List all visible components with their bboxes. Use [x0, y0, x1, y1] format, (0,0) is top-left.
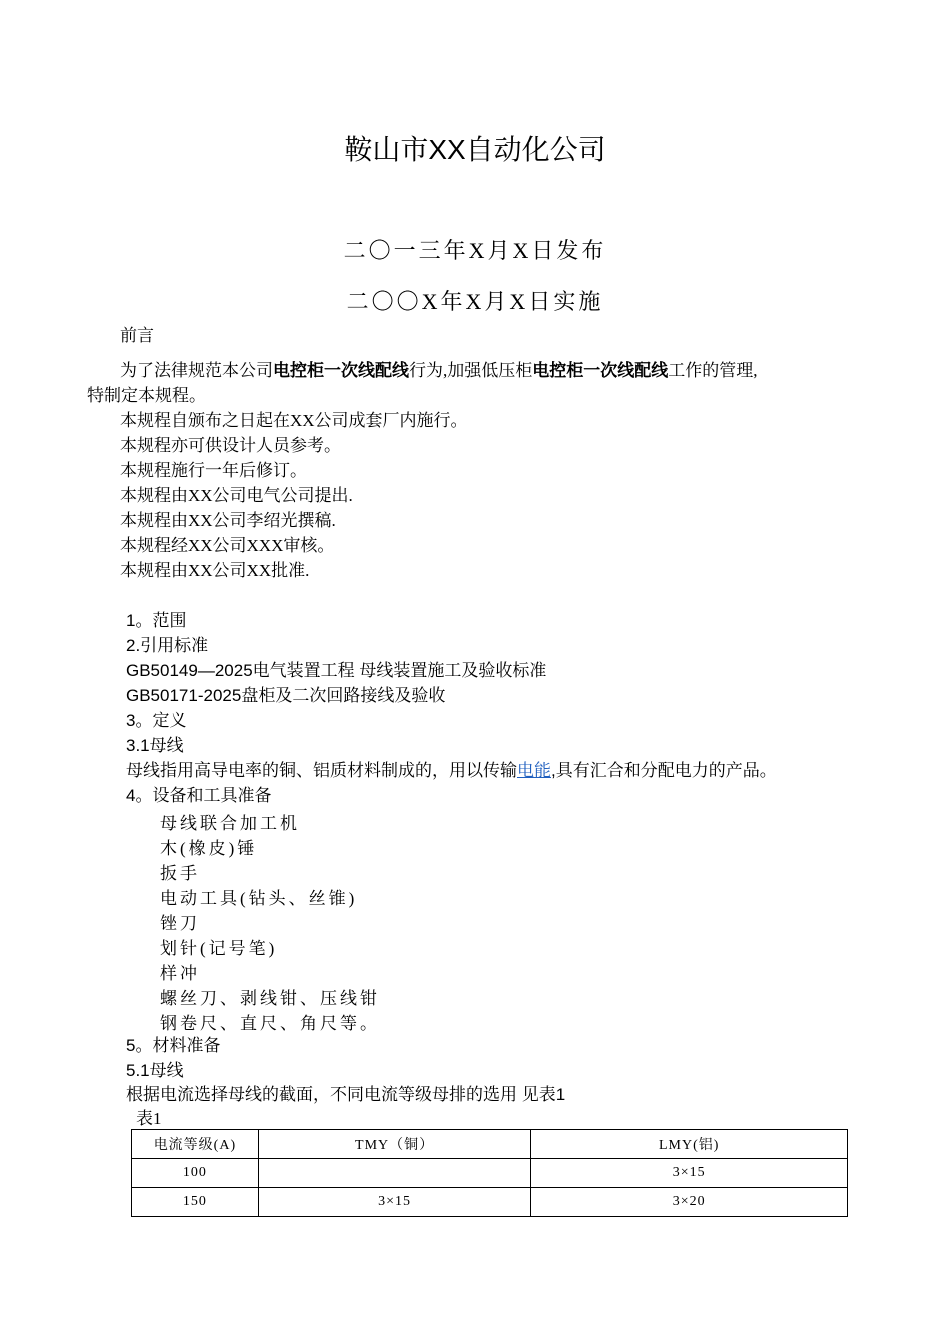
issue-date: 二〇一三年X月X日发布	[343, 238, 607, 263]
table-cell: 3×15	[531, 1159, 848, 1188]
intro-bold-1: 电控柜一次线配线	[273, 361, 409, 380]
table-header-row	[132, 1130, 848, 1159]
table-header-cell: TMY（铜）	[258, 1130, 531, 1159]
table-cell: 150	[132, 1188, 259, 1217]
table-header-cell: 电流等级(A)	[132, 1130, 259, 1159]
preface-intro-line2: 特制定本规程。	[87, 386, 206, 405]
busbar-selection-text: 根据电流选择母线的截面，不同电流等级母排的选用 见表1	[126, 1085, 566, 1104]
tool-item: 木(橡皮)锤	[160, 839, 258, 858]
definition-text-a: 母线指用高导电率的铜、铝质材料制成的，用以传输	[126, 761, 517, 780]
intro-text-1: 为了法律规范本公司	[120, 361, 273, 380]
standard-item: GB50149—2025电气装置工程 母线装置施工及验收标准	[126, 661, 547, 680]
preface-line: 本规程施行一年后修订。	[120, 461, 307, 480]
document-title: 鞍山市XX自动化公司	[344, 134, 606, 165]
preface-line: 本规程自颁布之日起在XX公司成套厂内施行。	[120, 411, 468, 430]
tool-item: 电动工具(钻头、丝锥)	[160, 889, 358, 908]
section-materials: 5。材料准备	[126, 1036, 221, 1055]
table-cell	[258, 1159, 531, 1188]
intro-bold-2: 电控柜一次线配线	[532, 361, 669, 380]
subsection-busbar: 3.1母线	[126, 736, 184, 755]
busbar-selection-table	[131, 1129, 848, 1217]
table-cell: 3×20	[531, 1188, 848, 1217]
section-equipment: 4。设备和工具准备	[126, 786, 272, 805]
table-header-cell: LMY(铝)	[531, 1130, 848, 1159]
electric-energy-link[interactable]: 电能	[517, 761, 551, 780]
tool-item: 螺丝刀、剥线钳、压线钳	[160, 989, 380, 1008]
standard-item: GB50171-2025盘柜及二次回路接线及验收	[126, 686, 446, 705]
tool-item: 划针(记号笔)	[160, 939, 278, 958]
preface-line: 本规程由XX公司李绍光撰稿.	[120, 511, 336, 530]
effective-date: 二〇〇X年X月X日实施	[346, 289, 604, 314]
preface-intro-line1	[120, 359, 758, 383]
preface-line: 本规程经XX公司XXX审核。	[120, 536, 335, 555]
preface-line: 本规程由XX公司XX批准.	[120, 561, 310, 580]
table-caption: 表1	[136, 1109, 162, 1128]
intro-text-2: 行为,加强低压柜	[409, 361, 533, 380]
tool-item: 锉刀	[160, 914, 200, 933]
tool-item: 扳手	[160, 864, 200, 883]
table-cell: 3×15	[258, 1188, 531, 1217]
preface-line: 本规程由XX公司电气公司提出.	[120, 486, 353, 505]
section-references: 2.引用标准	[126, 636, 209, 655]
preface-heading: 前言	[120, 326, 154, 345]
tool-item: 样冲	[160, 964, 200, 983]
busbar-definition	[126, 759, 777, 783]
preface-line: 本规程亦可供设计人员参考。	[120, 436, 341, 455]
intro-text-3: 工作的管理,	[668, 361, 758, 380]
subsection-busbar-material: 5.1母线	[126, 1061, 184, 1080]
tool-item: 母线联合加工机	[160, 814, 300, 833]
tool-item: 钢卷尺、直尺、角尺等。	[160, 1014, 380, 1033]
table-row	[132, 1188, 848, 1217]
section-definitions: 3。定义	[126, 711, 187, 730]
table-cell: 100	[132, 1159, 259, 1188]
section-scope: 1。范围	[126, 611, 187, 630]
table-row	[132, 1159, 848, 1188]
definition-text-b: ,具有汇合和分配电力的产品。	[551, 761, 777, 780]
